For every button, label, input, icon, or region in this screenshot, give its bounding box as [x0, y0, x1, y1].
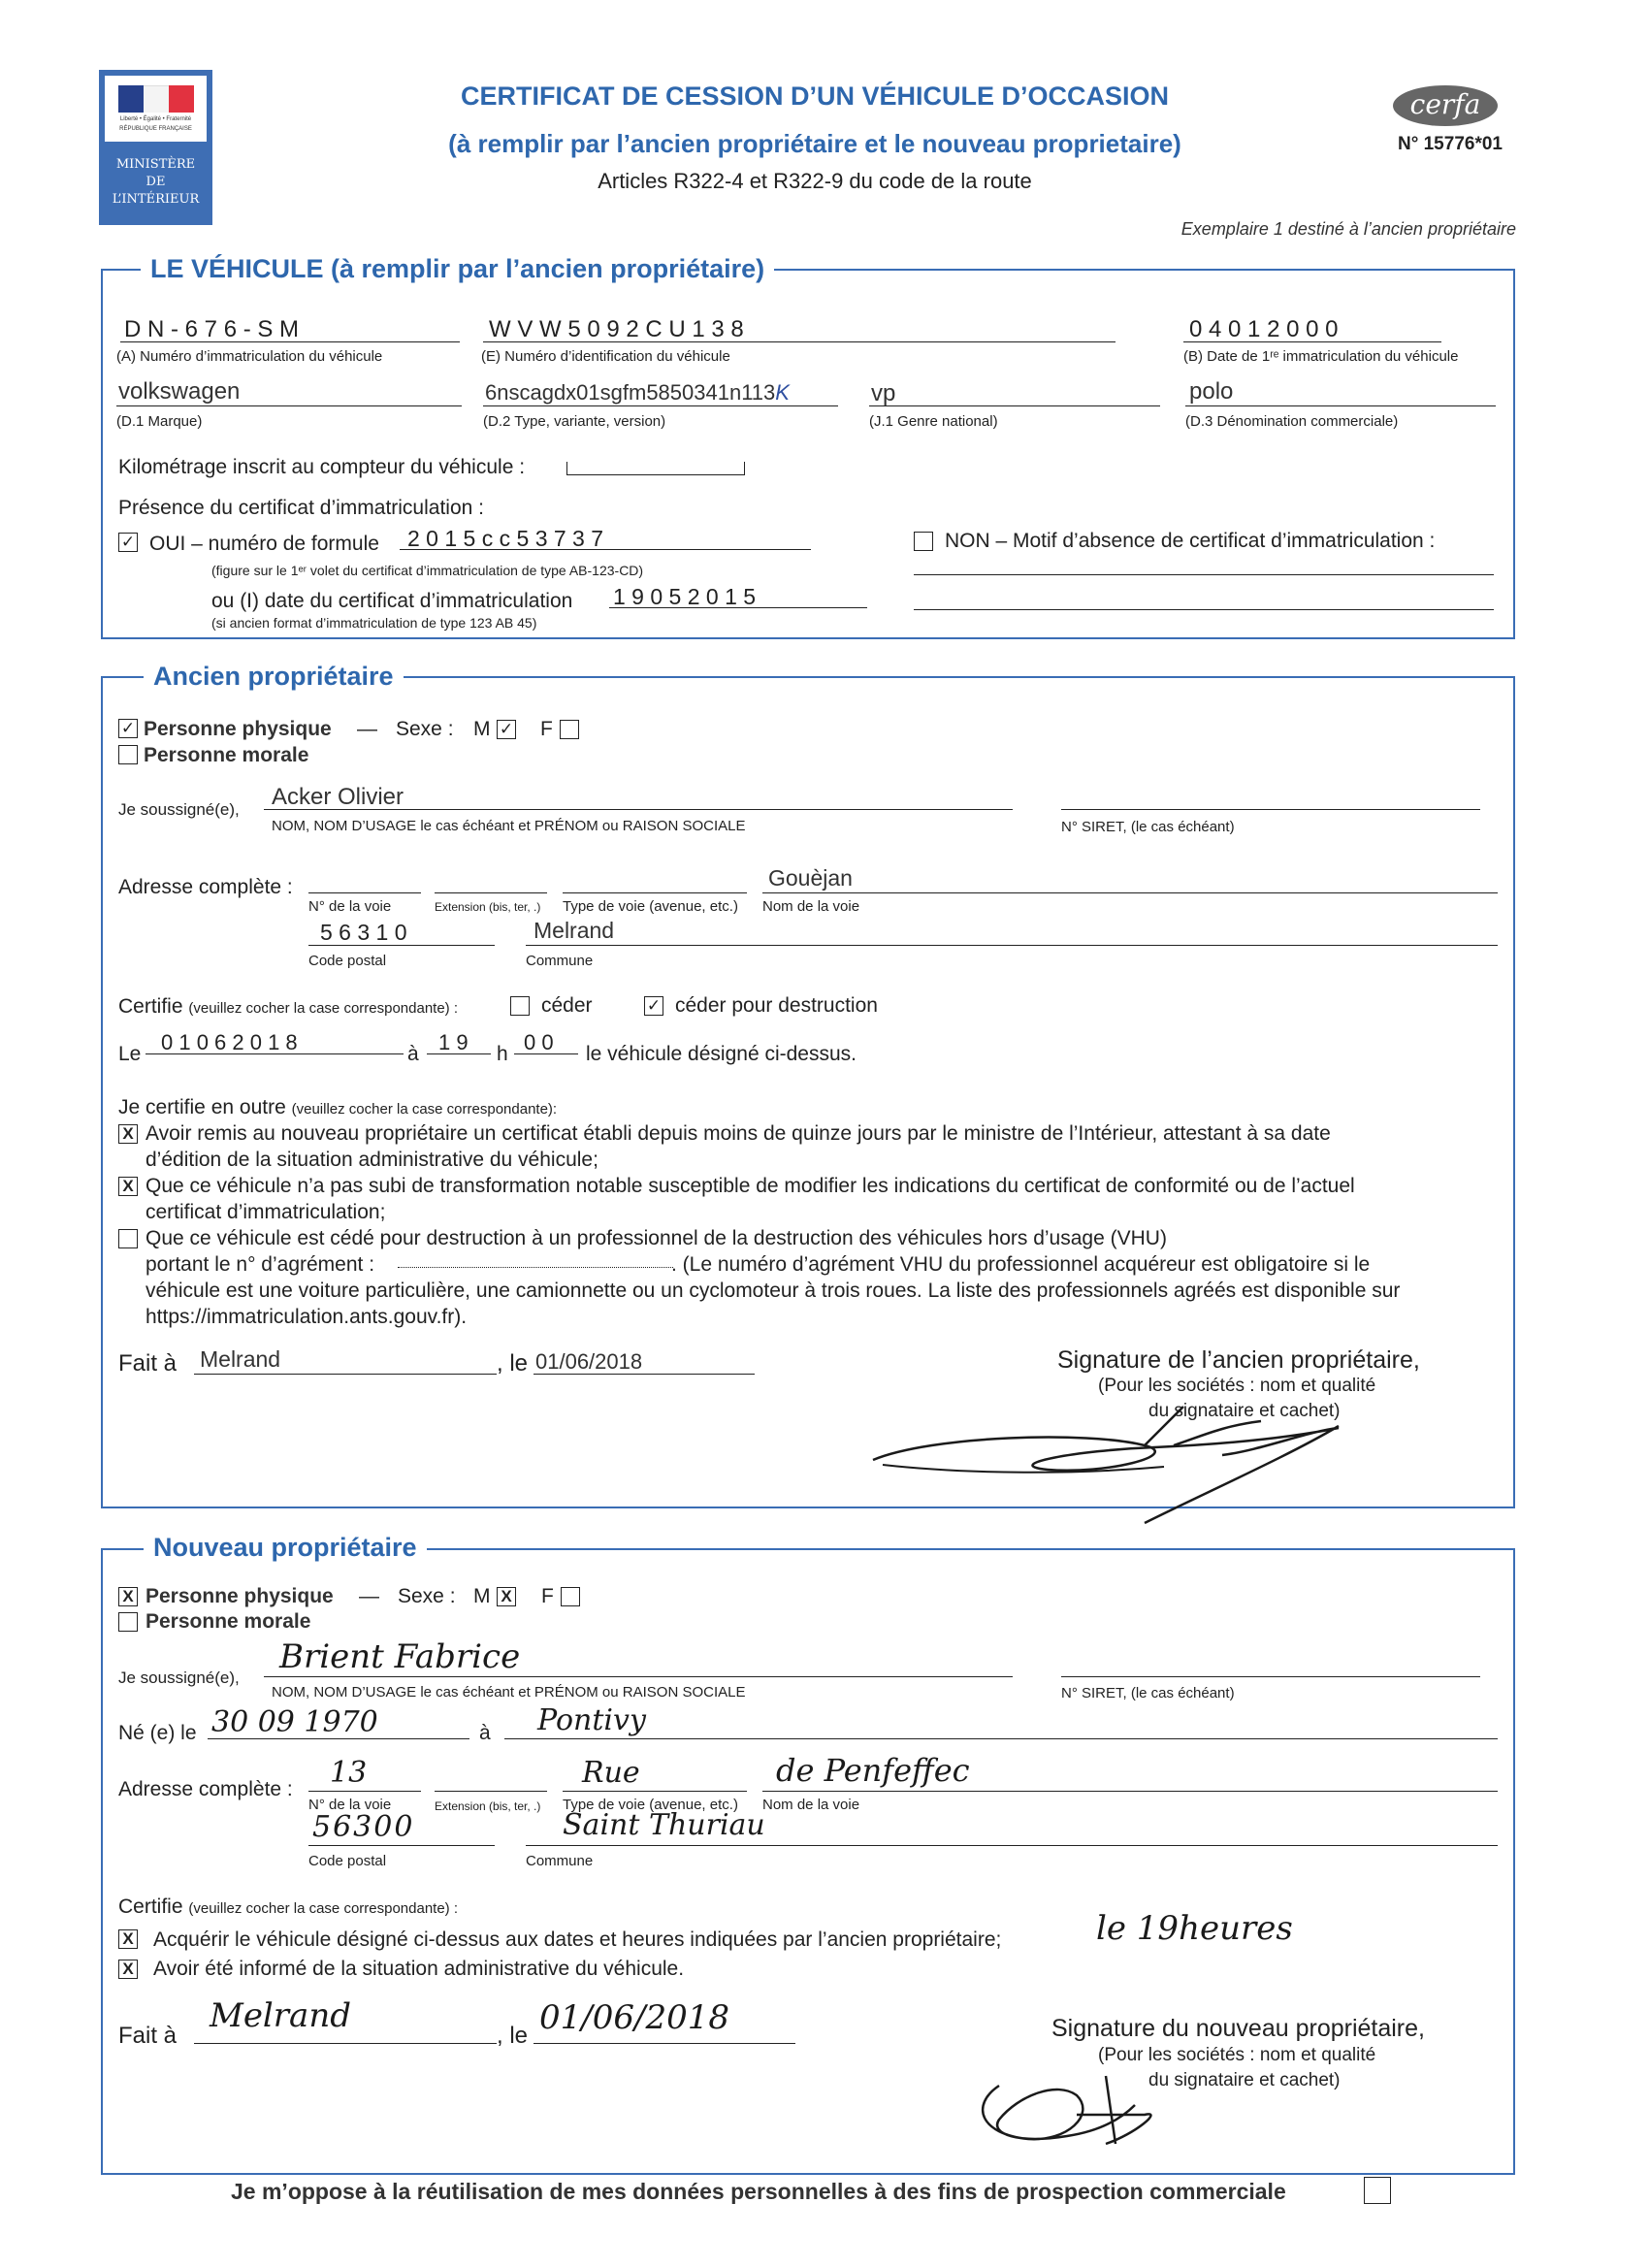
ancien-signature-title: Signature de l’ancien propriétaire, [1057, 1346, 1420, 1374]
denomination-label: (D.3 Dénomination commerciale) [1185, 413, 1399, 430]
ancien-physique-checkbox[interactable]: ✓ [118, 719, 138, 738]
type-variante-text: 6nscagdx01sgfm5850341n113 [485, 380, 776, 405]
nouveau-siret-label: N° SIRET, (le cas échéant) [1061, 1685, 1235, 1701]
nouveau-nom-voie-label: Nom de la voie [762, 1797, 860, 1813]
ancien-item3-line2b: . (Le numéro d’agrément VHU du professionnel acquéreur est obligatoire si le [671, 1253, 1371, 1276]
nouveau-fait-lieu-value[interactable]: Melrand [210, 1996, 351, 2035]
ancien-cp-label: Code postal [308, 953, 387, 969]
ancien-ceder-destruction-checkbox[interactable]: ✓ [644, 996, 663, 1016]
ancien-certifie [118, 995, 458, 1019]
ancien-physique-label: Personne physique [144, 718, 332, 740]
ancien-name-label: NOM, NOM D’USAGE le cas échéant et PRÉNOM ou RAISON SOCIALE [272, 818, 746, 834]
nouveau-signature [960, 2047, 1212, 2163]
ancien-cession-date-line [146, 1053, 404, 1054]
nouveau-commune-label: Commune [526, 1853, 594, 1869]
nouveau-nom-voie-line [762, 1791, 1498, 1792]
nouveau-a-label: à [479, 1722, 491, 1744]
nouveau-ne-value[interactable]: 30 09 1970 [211, 1705, 378, 1739]
ancien-item1-line2: d’édition de la situation administrative du véhicule; [146, 1149, 598, 1171]
nouveau-signature-title: Signature du nouveau propriétaire, [1051, 2015, 1425, 2042]
ancien-h-label: h [497, 1043, 508, 1065]
ancien-siret-label: N° SIRET, (le cas échéant) [1061, 819, 1235, 835]
nouveau-section-title: Nouveau propriétaire [144, 1533, 427, 1563]
ancien-signature [854, 1377, 1397, 1533]
nouveau-m-checkbox[interactable]: X [497, 1587, 516, 1606]
nouveau-acquerir-label: Acquérir le véhicule désigné ci-dessus aux dates et heures indiquées par l’ancien propriétaire; [153, 1928, 1002, 1951]
immatriculation-label: (A) Numéro d’immatriculation du véhicule [116, 348, 383, 365]
first-registration-date-line [1183, 341, 1441, 342]
nouveau-extension-label: Extension (bis, ter, .) [435, 1799, 541, 1813]
ancien-siret-field[interactable] [1061, 809, 1480, 810]
ancien-certifie-label: Certifie [118, 995, 183, 1018]
ancien-fait-label: Fait à [118, 1350, 178, 1377]
ancien-ceder-label: céder [541, 994, 593, 1017]
document-title: CERTIFICAT DE CESSION D’UN VÉHICULE D’OCCASION [460, 81, 1170, 111]
vehicle-section-title: LE VÉHICULE (à remplir par l’ancien propriétaire) [141, 254, 774, 284]
nouveau-cp-label: Code postal [308, 1853, 387, 1869]
date-certificat-line [609, 607, 867, 608]
nouveau-f-checkbox[interactable] [561, 1587, 580, 1606]
ancien-m-checkbox[interactable]: ✓ [497, 720, 516, 739]
ancien-sexe-label: Sexe : [396, 718, 454, 740]
ancien-cp-value[interactable]: 5 6 3 1 0 [320, 920, 407, 945]
ancien-commune-line [526, 945, 1498, 946]
ancien-name-line [264, 809, 1013, 810]
ancien-type-voie-field[interactable] [563, 892, 747, 893]
ancien-item3-line4: https://immatriculation.ants.gouv.fr). [146, 1306, 468, 1328]
nouveau-fait-date-line [534, 2043, 795, 2044]
ancien-ceder-destruction-label: céder pour destruction [675, 994, 878, 1017]
genre-label: (J.1 Genre national) [869, 413, 998, 430]
non-motif-line1[interactable] [914, 574, 1494, 575]
nouveau-informe-label: Avoir été informé de la situation administrative du véhicule. [153, 1958, 685, 1980]
nouveau-morale-label: Personne morale [146, 1610, 311, 1633]
marianne-emblem [105, 76, 207, 142]
nouveau-type-voie-line [563, 1791, 747, 1792]
nouveau-f-label: F [541, 1585, 554, 1607]
ancien-name-value[interactable]: Acker Olivier [272, 784, 404, 810]
vin-line [483, 341, 1116, 342]
republic-motto: Liberté • Égalité • Fraternité [119, 116, 192, 122]
cerfa-logo [1393, 85, 1498, 126]
articles-reference: Articles R322-4 et R322-9 du code de la route [598, 169, 1032, 193]
cerfa-number: N° 15776*01 [1398, 134, 1503, 154]
ancien-type-voie-label: Type de voie (avenue, etc.) [563, 898, 738, 915]
formule-number-value[interactable]: 2 0 1 5 c c 5 3 7 3 7 [407, 526, 604, 551]
genre-value[interactable]: vp [871, 380, 896, 406]
nouveau-dash: — [359, 1585, 379, 1607]
ancien-f-checkbox[interactable] [560, 720, 579, 739]
nouveau-certifie-label: Certifie [118, 1895, 183, 1918]
denomination-value[interactable]: polo [1189, 378, 1234, 405]
ancien-nom-voie-line [762, 892, 1498, 893]
denomination-line [1185, 405, 1496, 406]
nouveau-name-value[interactable]: Brient Fabrice [279, 1637, 521, 1676]
nouveau-certifie-note: (veuillez cocher la case correspondante) : [188, 1900, 459, 1917]
type-variante-value[interactable] [485, 380, 790, 405]
marque-line [116, 405, 462, 406]
formule-number-line [400, 549, 811, 550]
ancien-a-label: à [407, 1043, 419, 1065]
ancien-le-label: Le [118, 1043, 142, 1065]
document-subtitle: (à remplir par l’ancien propriétaire et le nouveau proprietaire) [448, 129, 1181, 158]
first-registration-date-value[interactable]: 0 4 0 1 2 0 0 0 [1189, 316, 1339, 342]
nouveau-num-voie-label: N° de la voie [308, 1797, 392, 1813]
ancien-ceder-checkbox[interactable] [510, 996, 530, 1016]
first-registration-date-label: (B) Date de 1ʳᵉ immatriculation du véhicule [1183, 348, 1459, 365]
type-variante-line [483, 405, 838, 406]
opposition-checkbox[interactable] [1364, 2177, 1391, 2204]
immatriculation-line [120, 341, 460, 342]
ancien-commune-label: Commune [526, 953, 594, 969]
ancien-item3-line3: véhicule est une voiture particulière, une camionnette ou un cyclomoteur à trois roues. La liste des professionnels agréés est disponible sur [146, 1280, 1401, 1302]
nouveau-siret-field[interactable] [1061, 1676, 1480, 1677]
ministry-logo [99, 70, 212, 225]
non-checkbox[interactable] [914, 532, 933, 551]
kilometrage-label: Kilométrage inscrit au compteur du véhicule : [118, 456, 526, 478]
ancien-extension-label: Extension (bis, ter, .) [435, 900, 541, 914]
ancien-designe-label: le véhicule désigné ci-dessus. [586, 1043, 857, 1065]
genre-line [869, 405, 1160, 406]
nouveau-extension-field[interactable] [435, 1791, 547, 1792]
nouveau-physique-checkbox[interactable]: X [118, 1587, 138, 1606]
nouveau-type-voie-value[interactable]: Rue [582, 1756, 640, 1790]
opposition-label: Je m’oppose à la réutilisation de mes données personnelles à des fins de prospection commerciale [231, 2179, 1286, 2204]
nouveau-signature-note2: du signataire et cachet) [1148, 2070, 1341, 2090]
nouveau-fait-date-value[interactable]: 01/06/2018 [539, 1998, 729, 2037]
ancien-agrement-field[interactable] [398, 1267, 673, 1268]
ancien-fait-lieu-value[interactable]: Melrand [200, 1346, 281, 1372]
marque-label: (D.1 Marque) [116, 413, 203, 430]
nouveau-m-label: M [473, 1585, 491, 1607]
nouveau-informe-checkbox[interactable]: X [118, 1960, 138, 1979]
nouveau-sexe-label: Sexe : [398, 1585, 456, 1607]
nouveau-ne-label: Né (e) le [118, 1722, 197, 1744]
nouveau-nom-voie-value[interactable]: de Penfeffec [776, 1752, 970, 1789]
ancien-cp-line [308, 945, 495, 946]
marque-value[interactable]: volkswagen [118, 378, 241, 405]
exemplaire-note: Exemplaire 1 destiné à l’ancien propriétaire [1180, 219, 1516, 239]
ancien-item1-checkbox[interactable]: X [118, 1124, 138, 1144]
nouveau-ne-line [208, 1738, 469, 1739]
nouveau-fait-lieu-line [194, 2043, 497, 2044]
ancien-morale-label: Personne morale [144, 744, 309, 766]
nouveau-physique-label: Personne physique [146, 1585, 334, 1607]
cerfa-logo-text: cerfa [1409, 88, 1481, 120]
ancien-item3-line1: Que ce véhicule est cédé pour destruction à un professionnel de la destruction des véhicules hors d’usage (VHU) [146, 1227, 1167, 1249]
ancien-m-label: M [473, 718, 491, 740]
nouveau-signature-note1: (Pour les sociétés : nom et qualité [1098, 2045, 1376, 2065]
ancien-f-label: F [540, 718, 553, 740]
date-certificat-note: (si ancien format d’immatriculation de type 123 AB 45) [211, 615, 537, 631]
nouveau-acquerir-checkbox[interactable]: X [118, 1929, 138, 1949]
formule-note: (figure sur le 1ᵉʳ volet du certificat d’immatriculation de type AB-123-CD) [211, 563, 644, 578]
oui-checkbox[interactable]: ✓ [118, 533, 138, 552]
ministry-name-line3: L’INTÉRIEUR [112, 192, 200, 207]
ancien-minute-value[interactable]: 0 0 [524, 1030, 554, 1054]
nouveau-type-voie-label: Type de voie (avenue, etc.) [563, 1797, 738, 1813]
vin-label: (E) Numéro d’identification du véhicule [481, 348, 730, 365]
non-label: NON – Motif d’absence de certificat d’immatriculation : [945, 530, 1436, 552]
ancien-item2-line2: certificat d’immatriculation; [146, 1201, 386, 1223]
ancien-num-voie-label: N° de la voie [308, 898, 392, 915]
ancien-soussigne-label: Je soussigné(e), [118, 800, 240, 819]
nouveau-certifie [118, 1895, 458, 1919]
ancien-outre [118, 1096, 557, 1119]
ancien-section-title: Ancien propriétaire [144, 662, 404, 692]
ancien-extension-field[interactable] [435, 892, 547, 893]
ancien-signature-note2: du signataire et cachet) [1148, 1401, 1341, 1421]
nouveau-cp-value[interactable]: 56300 [312, 1810, 415, 1844]
ancien-heure-value[interactable]: 1 9 [438, 1030, 469, 1054]
nouveau-morale-checkbox[interactable] [118, 1612, 138, 1632]
ancien-commune-value[interactable]: Melrand [534, 918, 615, 943]
nouveau-fait-label: Fait à [118, 2023, 178, 2049]
ancien-num-voie-field[interactable] [308, 892, 421, 893]
ancien-heure-line [427, 1053, 491, 1054]
kilometrage-field[interactable] [566, 462, 745, 475]
nouveau-num-voie-value[interactable]: 13 [330, 1756, 368, 1790]
vin-value[interactable]: W V W 5 0 9 2 C U 1 3 8 [489, 316, 744, 342]
immatriculation-value[interactable]: D N - 6 7 6 - S M [124, 316, 300, 342]
ancien-minute-line [514, 1053, 578, 1054]
type-variante-label: (D.2 Type, variante, version) [483, 413, 666, 430]
nouveau-name-line [264, 1676, 1013, 1677]
ancien-cession-date-value[interactable]: 0 1 0 6 2 0 1 8 [161, 1030, 298, 1054]
ancien-fait-date-line [534, 1374, 755, 1375]
republic-name: RÉPUBLIQUE FRANÇAISE [119, 126, 192, 132]
ancien-fait-date-value[interactable]: 01/06/2018 [535, 1349, 643, 1374]
nouveau-ne-lieu-value[interactable]: Pontivy [537, 1703, 646, 1737]
ancien-comma-le: , le [497, 1350, 529, 1377]
ministry-name-line1: MINISTÈRE [115, 157, 196, 172]
non-motif-line2[interactable] [914, 609, 1494, 610]
nouveau-commune-value[interactable]: Saint Thuriau [563, 1808, 765, 1842]
ancien-signature-note1: (Pour les sociétés : nom et qualité [1098, 1376, 1376, 1396]
nouveau-cp-line [308, 1845, 495, 1846]
ancien-item1-line1: Avoir remis au nouveau propriétaire un certificat établi depuis moins de quinze jours par le ministre de l’Intérieur, attestant à sa date [146, 1122, 1331, 1145]
nouveau-commune-line [526, 1845, 1498, 1846]
ancien-item2-line1: Que ce véhicule n’a pas subi de transformation notable susceptible de modifier les indications du certificat de conformité ou de l’actuel [146, 1175, 1355, 1197]
oui-label: OUI – numéro de formule [149, 533, 379, 555]
nouveau-soussigne-label: Je soussigné(e), [118, 1669, 240, 1687]
nouveau-comma-le: , le [497, 2023, 529, 2049]
ancien-outre-label: Je certifie en outre [118, 1096, 286, 1118]
ancien-item3-checkbox[interactable] [118, 1229, 138, 1248]
presence-certificat-label: Présence du certificat d’immatriculation : [118, 497, 484, 519]
ancien-outre-note: (veuillez cocher la case correspondante): [291, 1101, 558, 1118]
nouveau-ne-lieu-line [504, 1738, 1498, 1739]
ancien-certifie-note: (veuillez cocher la case correspondante) : [188, 1000, 459, 1017]
date-certificat-label: ou (I) date du certificat d’immatriculation [211, 590, 573, 612]
type-variante-correction: K [775, 380, 790, 405]
ancien-fait-lieu-line [194, 1374, 497, 1375]
ancien-adresse-label: Adresse complète : [118, 876, 293, 898]
ancien-item2-checkbox[interactable]: X [118, 1177, 138, 1196]
ministry-name-line2: DE [146, 175, 166, 189]
ancien-morale-checkbox[interactable] [118, 745, 138, 764]
ancien-nom-voie-label: Nom de la voie [762, 898, 860, 915]
nouveau-name-label: NOM, NOM D’USAGE le cas échéant et PRÉNOM ou RAISON SOCIALE [272, 1684, 746, 1701]
ancien-nom-voie-value[interactable]: Gouèjan [768, 865, 853, 891]
nouveau-adresse-label: Adresse complète : [118, 1778, 293, 1800]
ancien-item3-line2a: portant le n° d’agrément : [146, 1253, 375, 1276]
nouveau-num-voie-line [308, 1791, 421, 1792]
ancien-dash: — [357, 718, 377, 740]
date-certificat-value[interactable]: 1 9 0 5 2 0 1 5 [613, 584, 757, 609]
nouveau-acquerir-hand: le 19heures [1096, 1909, 1293, 1948]
